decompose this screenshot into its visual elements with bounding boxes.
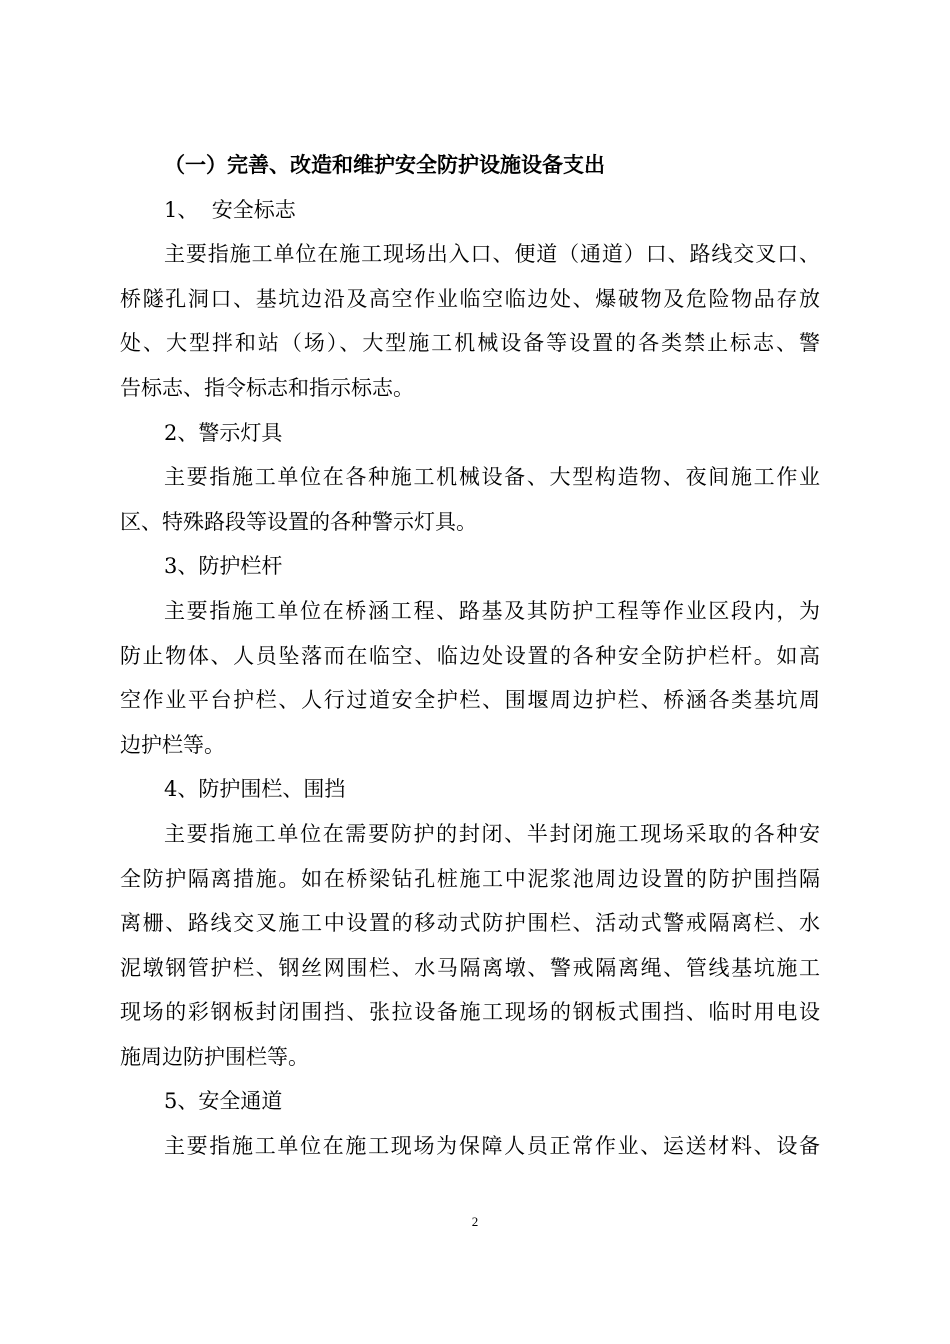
paragraph-line: 桥隧孔洞口、基坑边沿及高空作业临空临边处、爆破物及危险物品存放 — [120, 286, 820, 311]
paragraph-line: 边护栏等。 — [120, 732, 225, 757]
paragraph-line: 告标志、指令标志和指示标志。 — [120, 375, 414, 400]
paragraph-line: 施周边防护围栏等。 — [120, 1044, 309, 1069]
paragraph-line: 防止物体、人员坠落而在临空、临边处设置的各种安全防护栏杆。如高 — [120, 643, 820, 668]
paragraph-line: 离栅、路线交叉施工中设置的移动式防护围栏、活动式警戒隔离栏、水 — [120, 911, 820, 936]
item-title-safety-passage: 5、安全通道 — [164, 1089, 283, 1114]
paragraph-line: 现场的彩钢板封闭围挡、张拉设备施工现场的钢板式围挡、临时用电设 — [120, 1000, 820, 1025]
paragraph-line: 泥墩钢管护栏、钢丝网围栏、水马隔离墩、警戒隔离绳、管线基坑施工 — [120, 955, 820, 980]
section-heading: （一）完善、改造和维护安全防护设施设备支出 — [164, 152, 605, 177]
paragraph-line: 空作业平台护栏、人行过道安全护栏、围堰周边护栏、桥涵各类基坑周 — [120, 688, 820, 713]
paragraph-line: 处、大型拌和站（场）、大型施工机械设备等设置的各类禁止标志、警 — [120, 331, 820, 356]
paragraph-line: 主要指施工单位在各种施工机械设备、大型构造物、夜间施工作业 — [164, 465, 820, 490]
item-title-fences: 4、防护围栏、围挡 — [164, 777, 346, 802]
paragraph-line: 全防护隔离措施。如在桥梁钻孔桩施工中泥浆池周边设置的防护围挡隔 — [120, 866, 820, 891]
item-title-safety-signs: 1、 安全标志 — [164, 197, 296, 222]
page-number: 2 — [471, 1214, 479, 1229]
item-title-guardrails: 3、防护栏杆 — [164, 554, 283, 579]
paragraph-line: 主要指施工单位在施工现场出入口、便道（通道）口、路线交叉口、 — [164, 242, 820, 267]
paragraph-line: 主要指施工单位在桥涵工程、路基及其防护工程等作业区段内，为 — [164, 598, 820, 623]
item-title-warning-lights: 2、警示灯具 — [164, 420, 283, 445]
paragraph-line: 主要指施工单位在需要防护的封闭、半封闭施工现场采取的各种安 — [164, 821, 820, 846]
paragraph-line: 区、特殊路段等设置的各种警示灯具。 — [120, 509, 477, 534]
document-body — [120, 143, 820, 1169]
paragraph-line: 主要指施工单位在施工现场为保障人员正常作业、运送材料、设备 — [164, 1134, 820, 1159]
